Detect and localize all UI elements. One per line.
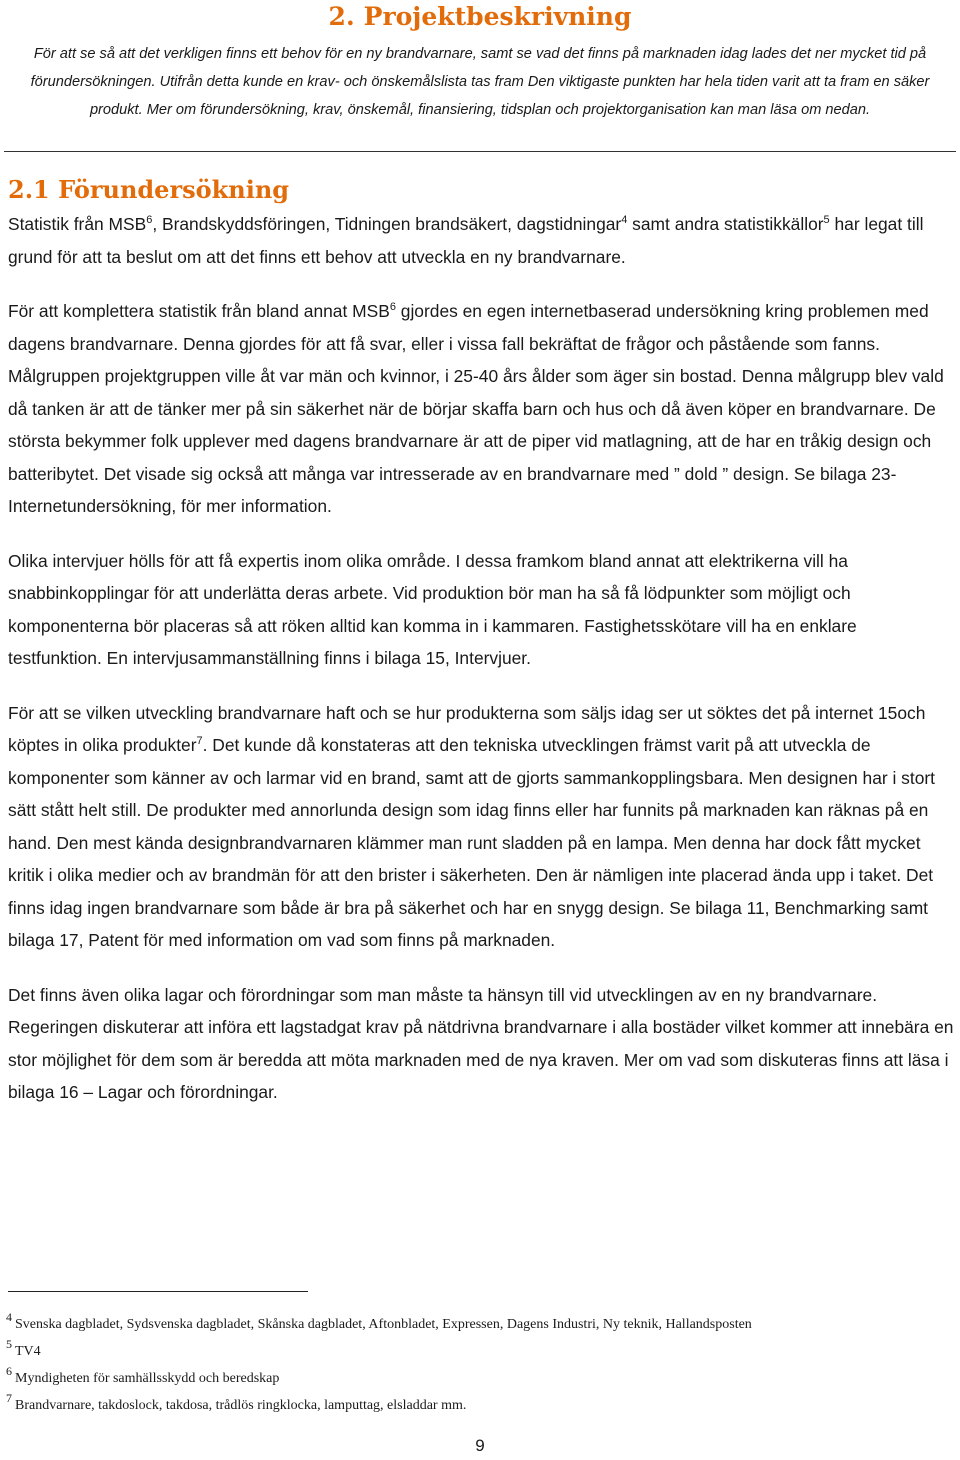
footnotes [6, 1302, 954, 1413]
footnote-marker: 5 [6, 1337, 12, 1351]
paragraph-survey [8, 295, 954, 523]
paragraph-laws: Det finns även olika lagar och förordningar som man måste ta hänsyn till vid utvecklingen av en ny brandvarnare. Regeringen diskuterar att införa ett lagstadgat krav på nätdrivna brandvarnare i alla bostäder vilket kommer att innebära en stor möjlighet för dem som är beredda att möta marknaden med de nya kraven. Mer om vad som diskuteras finns att läsa i bilaga 16 – Lagar och förordningar. [8, 984, 954, 1102]
footnote-text: Brandvarnare, takdoslock, takdosa, trådlös ringklocka, lamputtag, elsladdar mm. [15, 1398, 467, 1413]
footnote-divider [8, 1291, 308, 1292]
text-run: har legat till grund för att ta beslut om att det finns ett behov att utveckla en ny brandvarnare. [8, 214, 924, 267]
paragraph-interviews: Olika intervjuer hölls för att få expertis inom olika område. I dessa framkom bland annat att elektrikerna vill ha snabbinkopplingar för att underlätta deras arbete. Vid produktion bör man ha så få lödpunkter som möjligt och komponenterna bör placeras så att röken alltid kan komma in i kammaren. Fastighetsskötare vill ha en enklare testfunktion. En intervjusammanställning finns i bilaga 15, Intervjuer. [8, 550, 857, 668]
text-run: . Det kunde då konstateras att den tekniska utvecklingen främst varit på att utveckla de komponenter som känner av och larmar vid en brand, samt att de gjorts sammankopplingsbara. Men designen har i stort sätt stått helt still. De produkter med annorlunda design som idag finns eller har funnits på marknaden kan räknas på en hand. Den mest kända designbrandvarnaren klämmer man runt sladden på en lampa. Men denna har dock fått mycket kritik i olika medier och av brandmän för att den brister i säkerheten. Den är nämligen inte placerad ända upp i taket. Det finns idag ingen brandvarnare som både är bra på säkerhet och har en snygg design. Se bilaga 11, Benchmarking samt bilaga 17, Patent för med information om vad som finns på marknaden. [8, 735, 936, 950]
text-run: Statistik från MSB [8, 214, 147, 234]
footnote-marker: 4 [6, 1310, 12, 1324]
page-number: 9 [475, 1436, 485, 1455]
footnote-text: Svenska dagbladet, Sydsvenska dagbladet, Skånska dagbladet, Aftonbladet, Expressen, Dagens Industri, Ny teknik, Hallandsposten [15, 1317, 752, 1332]
section-number: 2. [328, 2, 355, 31]
footnote-ref[interactable]: 6 [146, 214, 153, 227]
footnote-ref[interactable]: 7 [196, 735, 203, 748]
footnote-text: Myndigheten för samhällsskydd och beredskap [15, 1371, 280, 1386]
subsection-title: Förundersökning [58, 175, 290, 204]
footnote-text: TV4 [15, 1344, 41, 1359]
footnote-ref[interactable]: 4 [621, 214, 628, 227]
section-heading [0, 2, 960, 31]
footnote-marker: 6 [6, 1364, 12, 1378]
text-run: För att komplettera statistik från bland annat MSB [8, 301, 390, 321]
footnote [6, 1329, 954, 1359]
footnote-ref[interactable]: 6 [389, 301, 396, 314]
text-run: gjordes en egen internetbaserad undersökning kring problemen med dagens brandvarnare. Denna gjordes för att få svar, eller i vissa fall bekräftat de frågor och påstående som fanns. Målgruppen projektgruppen ville åt var män och kvinnor, i 25-40 års ålder som äger sin bostad. Denna målgrupp blev vald då tanken är att de tänker mer på sin säkerhet när de börjar skaffa barn och hus och då även köper en brandvarnare. De största bekymmer folk upplever med dagens brandvarnare är att de piper vid matlagning, att de har en tråkig design och batteribytet. Det visade sig också att många var intresserade av en brandvarnare med ” dold ” design. Se bilaga 23- Internetundersökning, för mer information. [8, 301, 944, 516]
subsection-heading [8, 175, 289, 204]
section-title: Projektbeskrivning [363, 2, 632, 31]
subsection-number: 2.1 [8, 175, 50, 204]
footnote-ref[interactable]: 5 [823, 214, 830, 227]
footnote [6, 1302, 954, 1332]
footnote-marker: 7 [6, 1391, 12, 1405]
paragraph-statistics [8, 208, 954, 273]
footnote [6, 1356, 954, 1386]
paragraph-market [8, 697, 954, 957]
footnote [6, 1383, 954, 1413]
text-run: samt andra statistikkällor [627, 214, 824, 234]
section-divider [4, 151, 956, 152]
text-run: För att se vilken utveckling brandvarnare haft och se hur produkterna som säljs idag ser ut söktes det på internet 15och köptes in olika produkter [8, 702, 926, 755]
section-intro: För att se så att det verkligen finns ett behov för en ny brandvarnare, samt se vad det finns på marknaden idag lades det ner mycket tid på förundersökningen. Utifrån detta kunde en krav- och önskemålslista tas fram Den viktigaste punkten har hela tiden varit att ta fram en säker produkt. Mer om förundersökning, krav, önskemål, finansiering, tidsplan och projektorganisation kan man läsa om nedan. [30, 46, 930, 118]
text-run: , Brandskyddsföringen, Tidningen brandsäkert, dagstidningar [152, 214, 622, 234]
body-text [8, 208, 954, 1131]
